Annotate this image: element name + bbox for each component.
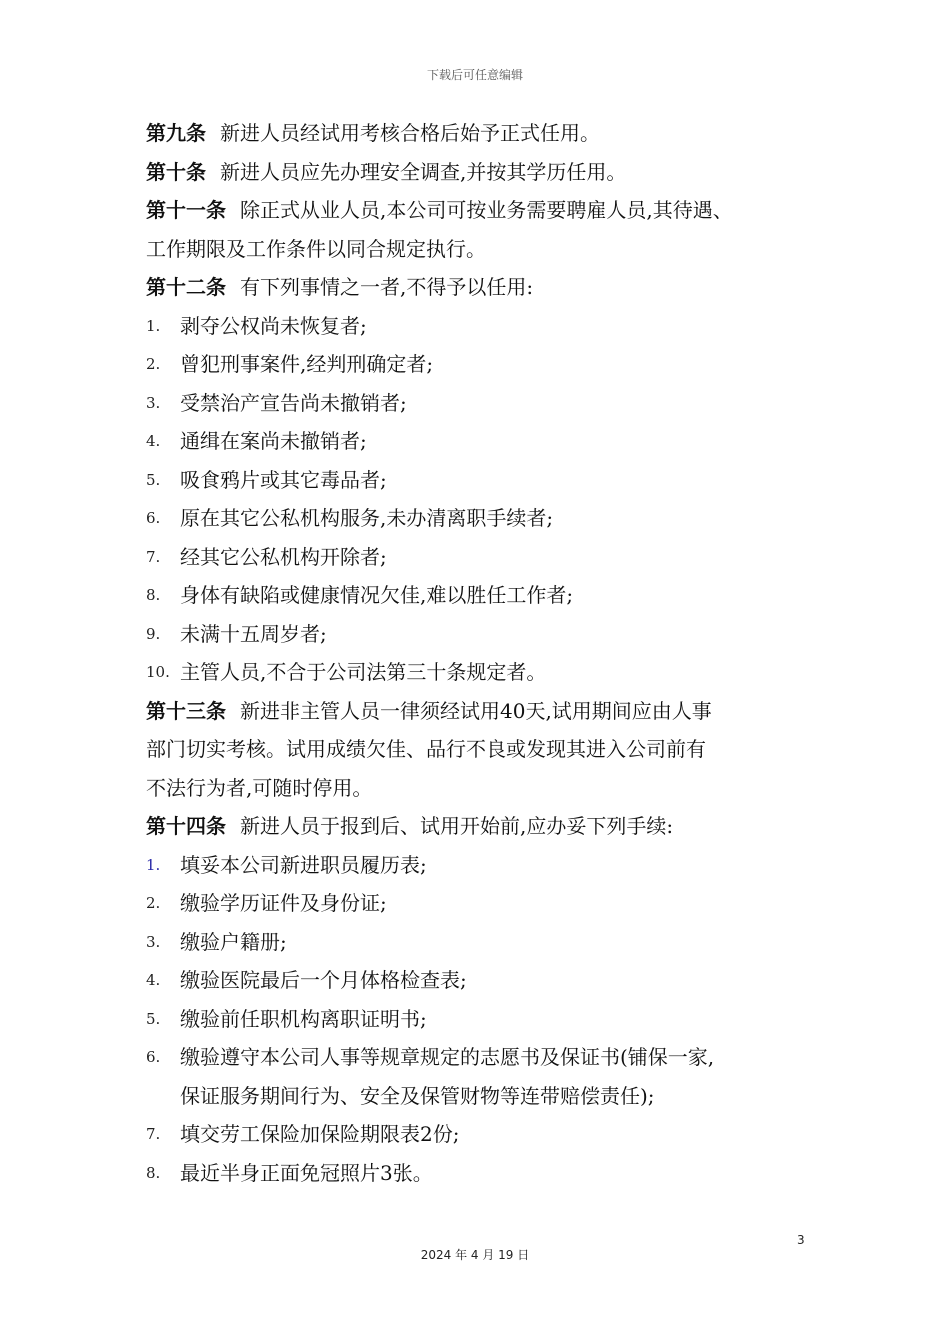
list-text: 最近半身正面免冠照片3张。 (180, 1160, 433, 1185)
list-number: 9. (146, 624, 161, 643)
list-item (146, 307, 826, 346)
article-13 (146, 692, 826, 731)
list-item (146, 384, 826, 423)
list-number: 7. (146, 1125, 161, 1143)
list-text: 曾犯刑事案件,经判刑确定者; (180, 352, 434, 376)
article-13-cont: 不法行为者,可随时停用。 (146, 775, 373, 800)
list-number: 3. (146, 932, 161, 951)
list-number: 7. (146, 547, 161, 566)
list-text: 缴验学历证件及身份证; (180, 891, 387, 915)
list-item (146, 884, 826, 923)
article-10 (146, 153, 826, 192)
list-text: 经其它公私机构开除者; (180, 544, 387, 569)
document-body (146, 114, 826, 1192)
list-text: 身体有缺陷或健康情况欠佳,难以胜任工作者; (180, 583, 574, 607)
list-text: 缴验户籍册; (180, 929, 287, 954)
list-item (146, 461, 826, 500)
article-title: 第十四条 (146, 814, 226, 838)
list-number: 6. (146, 509, 161, 527)
page-header: 下载后可任意编辑 (426, 68, 523, 82)
list-number: 10. (146, 663, 170, 681)
list-item-cont: 保证服务期间行为、安全及保管财物等连带赔偿责任); (180, 1083, 655, 1108)
list-number: 1. (146, 855, 161, 874)
article-title: 第十一条 (146, 198, 226, 222)
list-number: 3. (146, 393, 161, 412)
article-text: 除正式从业人员,本公司可按业务需要聘雇人员,其待遇、 (240, 198, 733, 222)
list-text: 未满十五周岁者; (180, 621, 327, 646)
list-item (146, 1038, 826, 1077)
article-11 (146, 191, 826, 230)
list-text: 受禁治产宣告尚未撤销者; (180, 390, 407, 415)
list-item (146, 499, 826, 538)
list-text: 通缉在案尚未撤销者; (180, 429, 367, 453)
list-text: 剥夺公权尚未恢复者; (180, 313, 367, 338)
list-text: 缴验遵守本公司人事等规章规定的志愿书及保证书(铺保一家, (180, 1045, 715, 1069)
list-number: 5. (146, 1009, 161, 1028)
article-11-cont: 工作期限及工作条件以同合规定执行。 (146, 236, 486, 261)
article-12 (146, 268, 826, 307)
list-number: 4. (146, 971, 161, 989)
list-item (146, 576, 826, 615)
list-number: 2. (146, 894, 161, 912)
list-item (146, 846, 826, 885)
article-text: 新进人员经试用考核合格后始予正式任用。 (220, 121, 600, 145)
list-text: 吸食鸦片或其它毒品者; (180, 467, 387, 492)
page-number: 3 (797, 1233, 805, 1247)
article-14 (146, 807, 826, 846)
list-number: 4. (146, 432, 161, 450)
list-item (146, 422, 826, 461)
article-title: 第九条 (146, 121, 206, 145)
list-number: 8. (146, 1163, 161, 1182)
list-item (146, 615, 826, 654)
article-title: 第十二条 (146, 275, 226, 299)
article-text: 新进人员于报到后、试用开始前,应办妥下列手续: (240, 814, 674, 838)
list-item (146, 1115, 826, 1154)
article-text: 新进非主管人员一律须经试用40天,试用期间应由人事 (240, 698, 712, 723)
list-text: 填妥本公司新进职员履历表; (180, 852, 427, 877)
article-9 (146, 114, 826, 153)
list-item (146, 1154, 826, 1193)
list-number: 8. (146, 586, 161, 604)
page-footer-date: 2024 年 4 月 19 日 (420, 1248, 530, 1262)
list-number: 2. (146, 355, 161, 373)
list-number: 1. (146, 316, 161, 335)
list-number: 6. (146, 1048, 161, 1066)
list-item (146, 653, 826, 692)
article-13-cont: 部门切实考核。试用成绩欠佳、品行不良或发现其进入公司前有 (146, 737, 706, 761)
article-title: 第十三条 (146, 698, 226, 723)
article-text: 有下列事情之一者,不得予以任用: (240, 275, 534, 299)
list-text: 主管人员,不合于公司法第三十条规定者。 (180, 660, 547, 684)
list-item (146, 923, 826, 962)
list-item (146, 1000, 826, 1039)
article-title: 第十条 (146, 159, 206, 184)
list-number: 5. (146, 470, 161, 489)
article-text: 新进人员应先办理安全调查,并按其学历任用。 (220, 159, 627, 184)
list-text: 原在其它公私机构服务,未办清离职手续者; (180, 506, 554, 530)
list-item (146, 345, 826, 384)
list-text: 缴验医院最后一个月体格检查表; (180, 968, 467, 992)
list-item (146, 961, 826, 1000)
list-text: 填交劳工保险加保险期限表2份; (180, 1122, 460, 1146)
list-text: 缴验前任职机构离职证明书; (180, 1006, 427, 1031)
list-item (146, 538, 826, 577)
